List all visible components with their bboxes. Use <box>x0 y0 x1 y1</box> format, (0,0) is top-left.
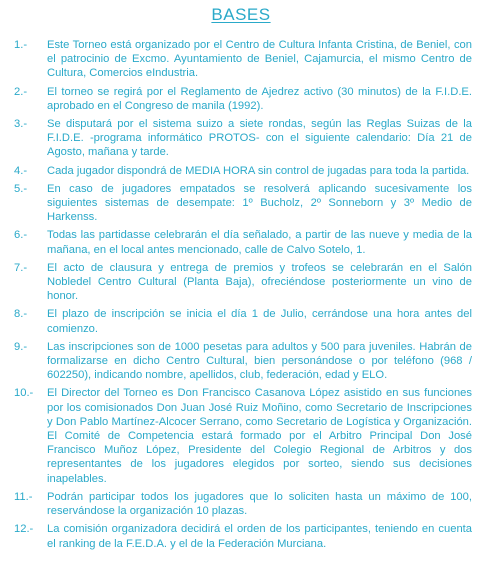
rule-text: Las inscripciones son de 1000 pesetas para adultos y 500 para juveniles. Habrán de formalizarse en dicho Centro Cultural, bien personándose o por teléfono (968 / 602250), indicando nombre, apellidos, club, federación, edad y ELO. <box>47 340 472 382</box>
rule-number: 10.- <box>14 387 34 400</box>
rule-item <box>0 340 482 383</box>
rule-item <box>0 85 482 113</box>
rule-text: La comisión organizadora decidirá el orden de los participantes, teniendo en cuenta el ranking de la F.E.D.A. y el de la Federación Murciana. <box>47 523 472 550</box>
rule-text: El acto de clausura y entrega de premios y trofeos se celebrarán en el Salón Nobledel Centro Cultural (Planta Baja), ofreciéndose posteriormente un vino de honor. <box>47 261 472 303</box>
rule-number: 1.- <box>14 39 28 51</box>
rule-item <box>0 117 482 160</box>
rule-number: 12.- <box>14 523 34 536</box>
rule-text: Podrán participar todos los jugadores que lo soliciten hasta un máximo de 100, reservándose la organización 10 plazas. <box>47 490 472 518</box>
rule-number: 8.- <box>14 308 28 321</box>
rule-item <box>0 522 482 550</box>
rule-item <box>0 164 482 178</box>
rule-number: 7.- <box>14 261 28 274</box>
rule-text: El torneo se regirá por el Reglamento de Ajedrez activo (30 minutos) de la F.I.D.E. aprobado en el Congreso de manila (1992). <box>47 85 472 112</box>
rule-text: Se disputará por el sistema suizo a siete rondas, según las Reglas Suizas de la F.I.D.E. -programa informático PROTOS- con el siguiente calendario: Día 21 de Agosto, mañana y tarde. <box>47 118 472 159</box>
rule-text: Cada jugador dispondrá de MEDIA HORA sin control de jugadas para toda la partida. <box>47 164 470 177</box>
rule-number: 6.- <box>14 229 28 242</box>
rule-text: Este Torneo está organizado por el Centro de Cultura Infanta Cristina, de Beniel, con el patrocinio de Excmo. Ayuntamiento de Beniel, Cajamurcia, el mismo Centro de Cultura, Comercios eIndustria. <box>47 39 472 80</box>
rule-item <box>0 38 482 81</box>
rule-number: 3.- <box>14 118 28 131</box>
rule-item <box>0 490 482 518</box>
rule-item <box>0 386 482 485</box>
rule-item <box>0 228 482 256</box>
rule-text: Todas las partidasse celebrarán el día señalado, a partir de las nueve y media de la mañana, en el local antes mencionado, calle de Calvo Sotelo, 1. <box>47 229 472 256</box>
rule-number: 9.- <box>14 340 28 353</box>
rule-number: 11.- <box>14 490 33 503</box>
rule-item <box>0 182 482 225</box>
rule-text: El Director del Torneo es Don Francisco Casanova López asistido en sus funciones por los comisionados Don Juan José Ruiz Moñino, como Secretario de Inscripciones y Don Pablo Martínez-Alcocer Serrano, como Secretario de Logística y Organización. El Comité de Competencia estará formado por el Arbitro Principal Don José Francisco Muñoz López, Presidente del Colegio Regional de Arbitros y dos representantes de los jugadores elegidos por sorteo, siendo sus decisiones inapelables. <box>47 387 472 485</box>
rules-list <box>0 38 482 555</box>
title-text: BASES <box>211 5 271 24</box>
rule-text: En caso de jugadores empatados se resolverá aplicando sucesivamente los siguientes sistemas de desempate: 1º Bucholz, 2º Sonneborn y 3º Medio de Harkenss. <box>47 182 472 224</box>
rule-number: 5.- <box>14 182 28 195</box>
rule-number: 4.- <box>14 164 28 177</box>
page-title <box>0 5 482 25</box>
rule-item <box>0 307 482 335</box>
rule-item <box>0 261 482 304</box>
rule-text: El plazo de inscripción se inicia el día 1 de Julio, cerrándose una hora antes del comienzo. <box>47 308 472 335</box>
rule-number: 2.- <box>14 85 28 98</box>
